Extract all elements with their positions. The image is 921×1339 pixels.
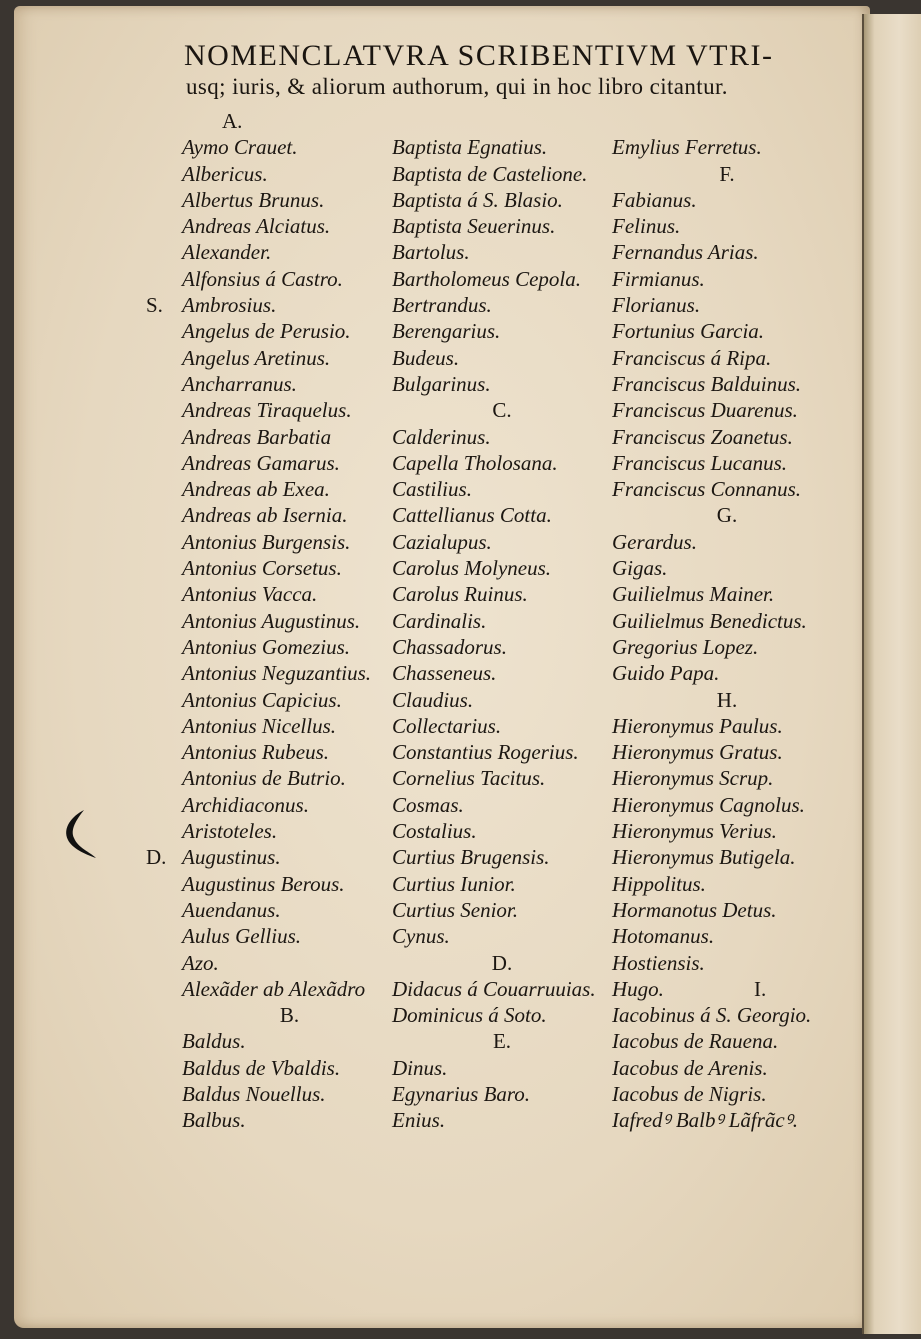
section-letter bbox=[182, 108, 397, 134]
author-name: Iafredꝰ Balbꝰ Lãfrãcꝰ. bbox=[612, 1108, 799, 1133]
author-entry bbox=[392, 1055, 612, 1081]
author-name: Antonius Burgensis. bbox=[182, 529, 351, 554]
author-name: Bertrandus. bbox=[392, 293, 492, 318]
section-letter bbox=[392, 397, 612, 423]
author-entry bbox=[182, 897, 397, 923]
author-name: Cardinalis. bbox=[392, 608, 487, 633]
author-entry bbox=[612, 134, 842, 160]
author-name: Iacobinus á S. Georgio. bbox=[612, 1003, 812, 1028]
author-name: Fernandus Arias. bbox=[612, 240, 759, 265]
author-name: Hippolitus. bbox=[612, 871, 706, 896]
section-letter bbox=[392, 1028, 612, 1054]
author-entry bbox=[182, 660, 397, 686]
author-entry bbox=[612, 950, 842, 976]
author-entry bbox=[612, 923, 842, 949]
author-entry bbox=[612, 1107, 842, 1133]
author-name: Budeus. bbox=[392, 345, 460, 370]
author-entry bbox=[612, 213, 842, 239]
author-name: Curtius Iunior. bbox=[392, 871, 516, 896]
author-name: Curtius Senior. bbox=[392, 897, 519, 922]
author-name: Franciscus á Ripa. bbox=[612, 345, 772, 370]
author-entry bbox=[182, 502, 397, 528]
author-name: Andreas Alciatus. bbox=[182, 214, 331, 239]
author-name: Firmianus. bbox=[612, 266, 705, 291]
section-letter bbox=[612, 502, 842, 528]
author-entry bbox=[392, 976, 612, 1002]
author-entry bbox=[182, 634, 397, 660]
author-entry bbox=[182, 713, 397, 739]
author-entry bbox=[392, 765, 612, 791]
author-entry bbox=[182, 1028, 397, 1054]
author-name: Egynarius Baro. bbox=[392, 1081, 531, 1106]
author-entry bbox=[182, 555, 397, 581]
author-entry bbox=[392, 923, 612, 949]
author-entry bbox=[612, 897, 842, 923]
author-entry bbox=[612, 713, 842, 739]
author-name: Berengarius. bbox=[392, 319, 501, 344]
author-name: Hieronymus Scrup. bbox=[612, 766, 774, 791]
author-entry bbox=[392, 371, 612, 397]
author-name: Collectarius. bbox=[392, 713, 502, 738]
author-entry bbox=[182, 239, 397, 265]
section-letter-text: E. bbox=[492, 1029, 512, 1054]
author-name: Baptista Egnatius. bbox=[392, 135, 548, 160]
author-name: Baptista Seuerinus. bbox=[392, 214, 556, 239]
author-entry bbox=[612, 266, 842, 292]
author-entry bbox=[182, 1055, 397, 1081]
author-entry bbox=[392, 844, 612, 870]
section-letter-text: G. bbox=[716, 503, 738, 528]
author-name: Antonius Gomezius. bbox=[182, 634, 350, 659]
author-name: Iacobus de Nigris. bbox=[612, 1081, 767, 1106]
author-name: Guilielmus Mainer. bbox=[612, 582, 775, 607]
author-name: Antonius Rubeus. bbox=[182, 740, 329, 765]
author-entry bbox=[612, 318, 842, 344]
author-name: Iacobus de Rauena. bbox=[612, 1029, 779, 1054]
section-letter-text: C. bbox=[492, 398, 512, 423]
author-entry bbox=[392, 292, 612, 318]
section-letter bbox=[182, 1002, 397, 1028]
author-name: Baptista á S. Blasio. bbox=[392, 187, 563, 212]
author-name: Angelus Aretinus. bbox=[182, 345, 331, 370]
section-letter: I. bbox=[754, 976, 767, 1001]
author-entry bbox=[392, 792, 612, 818]
author-entry bbox=[182, 318, 397, 344]
author-name: Hieronymus Verius. bbox=[612, 819, 777, 844]
author-entry bbox=[612, 792, 842, 818]
author-name: Chassadorus. bbox=[392, 634, 507, 659]
author-entry bbox=[392, 213, 612, 239]
author-entry bbox=[392, 1107, 612, 1133]
author-name: Felinus. bbox=[612, 214, 681, 239]
author-name: Capella Tholosana. bbox=[392, 450, 558, 475]
margin-letter: S. bbox=[146, 293, 163, 318]
author-name: Hieronymus Cagnolus. bbox=[612, 792, 805, 817]
author-name: Antonius Augustinus. bbox=[182, 608, 361, 633]
author-name: Costalius. bbox=[392, 819, 477, 844]
author-entry bbox=[182, 187, 397, 213]
author-name: Antonius Capicius. bbox=[182, 687, 342, 712]
author-name: Gigas. bbox=[612, 556, 668, 581]
author-name: Dominicus á Soto. bbox=[392, 1003, 547, 1028]
author-name: Andreas ab Exea. bbox=[182, 477, 330, 502]
author-name: Carolus Molyneus. bbox=[392, 556, 552, 581]
author-name: Franciscus Balduinus. bbox=[612, 371, 801, 396]
author-entry bbox=[392, 555, 612, 581]
author-entry bbox=[182, 161, 397, 187]
page-subheading: usq; iuris, & aliorum authorum, qui in hoc libro citantur. bbox=[186, 74, 728, 99]
section-letter-text: A. bbox=[222, 109, 243, 133]
author-entry bbox=[182, 213, 397, 239]
author-entry bbox=[182, 792, 397, 818]
author-entry bbox=[182, 739, 397, 765]
author-entry bbox=[146, 292, 397, 318]
author-name: Franciscus Connanus. bbox=[612, 477, 801, 502]
author-entry bbox=[612, 739, 842, 765]
author-name: Alexãder ab Alexãdro bbox=[182, 976, 366, 1001]
author-entry bbox=[392, 424, 612, 450]
page-heading: NOMENCLATVRA SCRIBENTIVM VTRI- bbox=[184, 39, 774, 72]
author-entry bbox=[612, 818, 842, 844]
author-entry bbox=[612, 476, 842, 502]
author-name: Guilielmus Benedictus. bbox=[612, 608, 807, 633]
author-name: Auendanus. bbox=[182, 897, 281, 922]
author-name: Franciscus Zoanetus. bbox=[612, 424, 793, 449]
author-name: Hieronymus Butigela. bbox=[612, 845, 796, 870]
section-letter-text: F. bbox=[719, 161, 735, 186]
author-entry bbox=[182, 345, 397, 371]
author-entry bbox=[182, 529, 397, 555]
author-entry bbox=[182, 608, 397, 634]
author-name: Hugo. bbox=[612, 976, 664, 1001]
author-name: Guido Papa. bbox=[612, 661, 720, 686]
author-name: Andreas Gamarus. bbox=[182, 450, 340, 475]
author-entry bbox=[612, 371, 842, 397]
author-name: Constantius Rogerius. bbox=[392, 740, 579, 765]
author-entry bbox=[392, 1002, 612, 1028]
author-entry bbox=[182, 818, 397, 844]
author-name: Alexander. bbox=[182, 240, 272, 265]
author-name: Antonius Nicellus. bbox=[182, 713, 336, 738]
author-name: Aristoteles. bbox=[182, 819, 278, 844]
author-entry bbox=[392, 450, 612, 476]
author-name: Hieronymus Gratus. bbox=[612, 740, 783, 765]
author-entry bbox=[182, 923, 397, 949]
author-entry bbox=[612, 871, 842, 897]
author-entry bbox=[612, 529, 842, 555]
author-name: Hotomanus. bbox=[612, 924, 715, 949]
author-entry bbox=[612, 345, 842, 371]
author-entry bbox=[392, 581, 612, 607]
author-name: Curtius Brugensis. bbox=[392, 845, 550, 870]
author-entry bbox=[612, 634, 842, 660]
book-page bbox=[14, 6, 870, 1328]
author-name: Franciscus Duarenus. bbox=[612, 398, 798, 423]
index-column-2 bbox=[392, 108, 612, 1134]
section-letter-text: D. bbox=[491, 950, 513, 975]
author-entry bbox=[182, 397, 397, 423]
author-entry bbox=[612, 1081, 842, 1107]
author-name: Andreas Tiraquelus. bbox=[182, 398, 352, 423]
author-name: Archidiaconus. bbox=[182, 792, 309, 817]
author-entry bbox=[612, 1028, 842, 1054]
author-name: Calderinus. bbox=[392, 424, 491, 449]
author-name: Baldus Nouellus. bbox=[182, 1081, 326, 1106]
author-entry bbox=[392, 239, 612, 265]
author-name: Fabianus. bbox=[612, 187, 697, 212]
author-entry bbox=[612, 844, 842, 870]
author-entry bbox=[392, 266, 612, 292]
author-entry bbox=[612, 1055, 842, 1081]
author-entry bbox=[182, 450, 397, 476]
author-entry bbox=[392, 529, 612, 555]
author-entry bbox=[392, 318, 612, 344]
author-name: Iacobus de Arenis. bbox=[612, 1055, 768, 1080]
author-entry bbox=[182, 871, 397, 897]
author-name: Andreas Barbatia bbox=[182, 424, 332, 449]
author-name: Ancharranus. bbox=[182, 371, 297, 396]
section-letter bbox=[392, 950, 612, 976]
author-entry bbox=[612, 608, 842, 634]
author-name: Antonius de Butrio. bbox=[182, 766, 346, 791]
adjacent-page-edge bbox=[862, 14, 921, 1334]
author-entry bbox=[392, 608, 612, 634]
author-name: Hieronymus Paulus. bbox=[612, 713, 783, 738]
author-name: Didacus á Couarruuias. bbox=[392, 976, 596, 1001]
author-entry bbox=[182, 765, 397, 791]
author-entry bbox=[392, 871, 612, 897]
author-entry bbox=[612, 660, 842, 686]
author-name: Alfonsius á Castro. bbox=[182, 266, 343, 291]
author-name: Ambrosius. bbox=[182, 293, 277, 318]
section-letter bbox=[612, 687, 842, 713]
section-letter-text: H. bbox=[716, 687, 738, 712]
author-entry bbox=[392, 345, 612, 371]
author-name: Castilius. bbox=[392, 477, 472, 502]
author-entry bbox=[182, 581, 397, 607]
author-name: Augustinus Berous. bbox=[182, 871, 345, 896]
author-entry bbox=[392, 502, 612, 528]
author-name: Balbus. bbox=[182, 1108, 246, 1133]
author-name: Cazialupus. bbox=[392, 529, 492, 554]
author-name: Augustinus. bbox=[182, 845, 281, 870]
author-entry bbox=[612, 976, 842, 1002]
author-name: Cynus. bbox=[392, 924, 450, 949]
index-column-1 bbox=[146, 108, 397, 1134]
author-name: Antonius Neguzantius. bbox=[182, 661, 372, 686]
author-name: Emylius Ferretus. bbox=[612, 135, 762, 160]
author-name: Dinus. bbox=[392, 1055, 448, 1080]
author-entry bbox=[182, 950, 397, 976]
author-entry bbox=[392, 161, 612, 187]
author-name: Fortunius Garcia. bbox=[612, 319, 765, 344]
author-entry bbox=[392, 134, 612, 160]
author-entry bbox=[182, 371, 397, 397]
author-name: Antonius Vacca. bbox=[182, 582, 318, 607]
author-name: Baldus. bbox=[182, 1029, 246, 1054]
author-entry bbox=[612, 581, 842, 607]
author-name: Enius. bbox=[392, 1108, 446, 1133]
author-name: Claudius. bbox=[392, 687, 474, 712]
author-name: Albericus. bbox=[182, 161, 268, 186]
author-entry bbox=[182, 976, 397, 1002]
author-name: Baldus de Vbaldis. bbox=[182, 1055, 341, 1080]
author-entry bbox=[612, 239, 842, 265]
author-name: Hormanotus Detus. bbox=[612, 897, 777, 922]
author-entry bbox=[612, 424, 842, 450]
blank-line bbox=[392, 108, 612, 134]
author-entry bbox=[392, 187, 612, 213]
author-name: Angelus de Perusio. bbox=[182, 319, 351, 344]
section-letter-text: B. bbox=[279, 1003, 300, 1028]
author-name: Bartholomeus Cepola. bbox=[392, 266, 581, 291]
author-entry bbox=[392, 634, 612, 660]
author-name: Gerardus. bbox=[612, 529, 697, 554]
author-entry bbox=[182, 1107, 397, 1133]
author-name: Bulgarinus. bbox=[392, 371, 491, 396]
ink-blot-mark bbox=[54, 806, 102, 866]
author-name: Antonius Corsetus. bbox=[182, 556, 342, 581]
author-name: Gregorius Lopez. bbox=[612, 634, 759, 659]
author-name: Cornelius Tacitus. bbox=[392, 766, 546, 791]
author-name: Franciscus Lucanus. bbox=[612, 450, 787, 475]
author-name: Cosmas. bbox=[392, 792, 464, 817]
author-name: Chasseneus. bbox=[392, 661, 497, 686]
author-name: Bartolus. bbox=[392, 240, 470, 265]
author-entry bbox=[182, 266, 397, 292]
section-letter bbox=[612, 161, 842, 187]
author-entry bbox=[612, 292, 842, 318]
author-name: Cattellianus Cotta. bbox=[392, 503, 552, 528]
author-entry bbox=[182, 1081, 397, 1107]
author-name: Carolus Ruinus. bbox=[392, 582, 528, 607]
margin-letter: D. bbox=[146, 845, 167, 870]
author-entry bbox=[612, 187, 842, 213]
author-entry bbox=[392, 660, 612, 686]
author-entry bbox=[392, 687, 612, 713]
author-entry bbox=[392, 739, 612, 765]
blank-line bbox=[612, 108, 842, 134]
author-entry bbox=[612, 555, 842, 581]
author-name: Baptista de Castelione. bbox=[392, 161, 588, 186]
author-entry bbox=[612, 765, 842, 791]
author-entry bbox=[392, 476, 612, 502]
author-entry bbox=[182, 476, 397, 502]
author-entry bbox=[182, 134, 397, 160]
author-name: Hostiensis. bbox=[612, 950, 705, 975]
author-entry bbox=[612, 1002, 842, 1028]
author-entry bbox=[146, 844, 397, 870]
author-entry bbox=[182, 424, 397, 450]
author-entry bbox=[612, 450, 842, 476]
author-name: Andreas ab Isernia. bbox=[182, 503, 348, 528]
author-entry bbox=[392, 1081, 612, 1107]
author-entry bbox=[182, 687, 397, 713]
author-name: Florianus. bbox=[612, 293, 701, 318]
author-entry bbox=[392, 897, 612, 923]
author-name: Azo. bbox=[182, 950, 219, 975]
author-name: Aulus Gellius. bbox=[182, 924, 301, 949]
author-name: Aymo Crauet. bbox=[182, 135, 298, 160]
index-column-3 bbox=[612, 108, 842, 1134]
author-entry bbox=[392, 713, 612, 739]
author-entry bbox=[612, 397, 842, 423]
author-entry bbox=[392, 818, 612, 844]
author-name: Albertus Brunus. bbox=[182, 187, 325, 212]
